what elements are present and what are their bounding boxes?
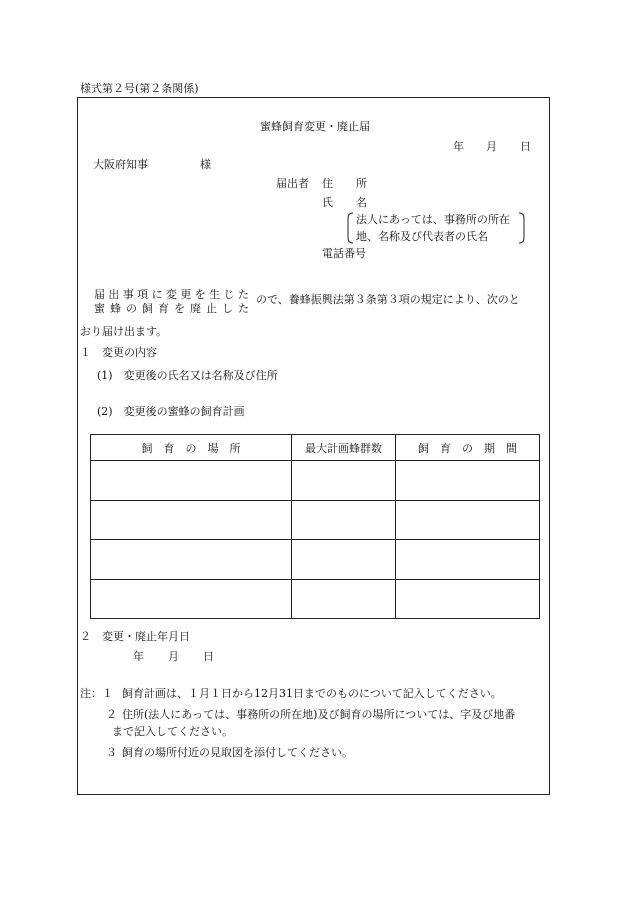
statement-char: た (237, 288, 249, 301)
header-breeding-period: 飼 育 の 期 間 (396, 435, 540, 461)
year-label: 年 (133, 650, 144, 663)
statement-char: を (194, 288, 206, 301)
table-row (91, 540, 540, 580)
phone-label: 電話番号 (322, 247, 366, 260)
form-title: 蜜蜂飼育変更・廃止届 (260, 120, 370, 133)
breeding-plan-table (90, 434, 540, 619)
statement-char: 出 (108, 288, 120, 301)
period-cell[interactable] (396, 540, 540, 580)
statement-char: し (222, 302, 233, 315)
statement-char: 更 (180, 288, 192, 301)
statement-text-line2: おり届け出ます。 (80, 325, 168, 338)
statement-char: に (151, 288, 163, 301)
section2-heading: ２ 変更・廃止年月日 (80, 630, 190, 643)
statement-char: 廃 (190, 302, 201, 315)
note-2: 住所(法人にあっては、事務所の所在地)及び飼育の場所については、字及び地番 (122, 708, 516, 721)
statement-char: の (126, 302, 137, 315)
colonies-cell[interactable] (292, 500, 396, 540)
statement-char: 変 (165, 288, 177, 301)
statement-char: 飼 (142, 302, 153, 315)
section1-item2: (2) 変更後の蜜蜂の飼育計画 (97, 405, 245, 418)
statement-char: 項 (137, 288, 149, 301)
header-breeding-location: 飼 育 の 場 所 (91, 435, 292, 461)
colonies-cell[interactable] (292, 540, 396, 580)
section1-item1: (1) 変更後の氏名又は名称及び住所 (97, 369, 278, 382)
table-row (91, 461, 540, 501)
period-cell[interactable] (396, 579, 540, 619)
table-header-row (91, 435, 540, 461)
notes-heading: 注：１ (80, 687, 113, 700)
statement-char: 生 (209, 288, 221, 301)
month-label: 月 (168, 650, 179, 663)
period-cell[interactable] (396, 500, 540, 540)
statement-char: た (238, 302, 249, 315)
location-cell[interactable] (91, 500, 292, 540)
location-cell[interactable] (91, 461, 292, 501)
period-cell[interactable] (396, 461, 540, 501)
day-label: 日 (203, 650, 214, 663)
statement-text: ので、養蜂振興法第３条第３項の規定により、次のと (256, 293, 520, 306)
section1-heading: １ 変更の内容 (80, 346, 157, 359)
table-row (91, 579, 540, 619)
day-label: 日 (520, 140, 531, 153)
addressee: 大阪府知事 (93, 158, 148, 171)
colonies-cell[interactable] (292, 461, 396, 501)
note-1: 飼育計画は、１月１日から12月31日までのものについて記入してください。 (122, 687, 502, 700)
note-3-number: ３ (106, 746, 117, 759)
colonies-cell[interactable] (292, 579, 396, 619)
statement-option-abolish (94, 300, 249, 316)
statement-char: 蜜 (94, 302, 105, 315)
addressee-honorific: 様 (200, 158, 211, 171)
statement-char: 止 (206, 302, 217, 315)
statement-char: 届 (94, 288, 105, 301)
statement-char: じ (223, 288, 235, 301)
month-label: 月 (486, 140, 497, 153)
statement-char: を (174, 302, 185, 315)
name-label-b: 名 (356, 196, 367, 209)
note-3: 飼育の場所付近の見取図を添付してください。 (122, 746, 353, 759)
address-label-b: 所 (356, 177, 367, 190)
applicant-label: 届出者 (276, 177, 309, 190)
corporate-note-line1: 法人にあっては、事務所の所在 (356, 213, 510, 226)
form-number-label: 様式第２号(第２条関係) (80, 82, 199, 95)
header-max-colonies: 最大計画蜂群数 (292, 435, 396, 461)
address-label-a: 住 (322, 177, 333, 190)
note-2-continued: まで記入してください。 (112, 725, 233, 738)
corporate-note-line2: 地、名称及び代表者の氏名 (356, 230, 488, 243)
name-label-a: 氏 (322, 196, 333, 209)
year-label: 年 (453, 140, 464, 153)
statement-char: 蜂 (110, 302, 121, 315)
statement-char: 育 (158, 302, 169, 315)
table-row (91, 500, 540, 540)
statement-char: 事 (122, 288, 134, 301)
location-cell[interactable] (91, 579, 292, 619)
note-2-number: ２ (106, 708, 117, 721)
location-cell[interactable] (91, 540, 292, 580)
